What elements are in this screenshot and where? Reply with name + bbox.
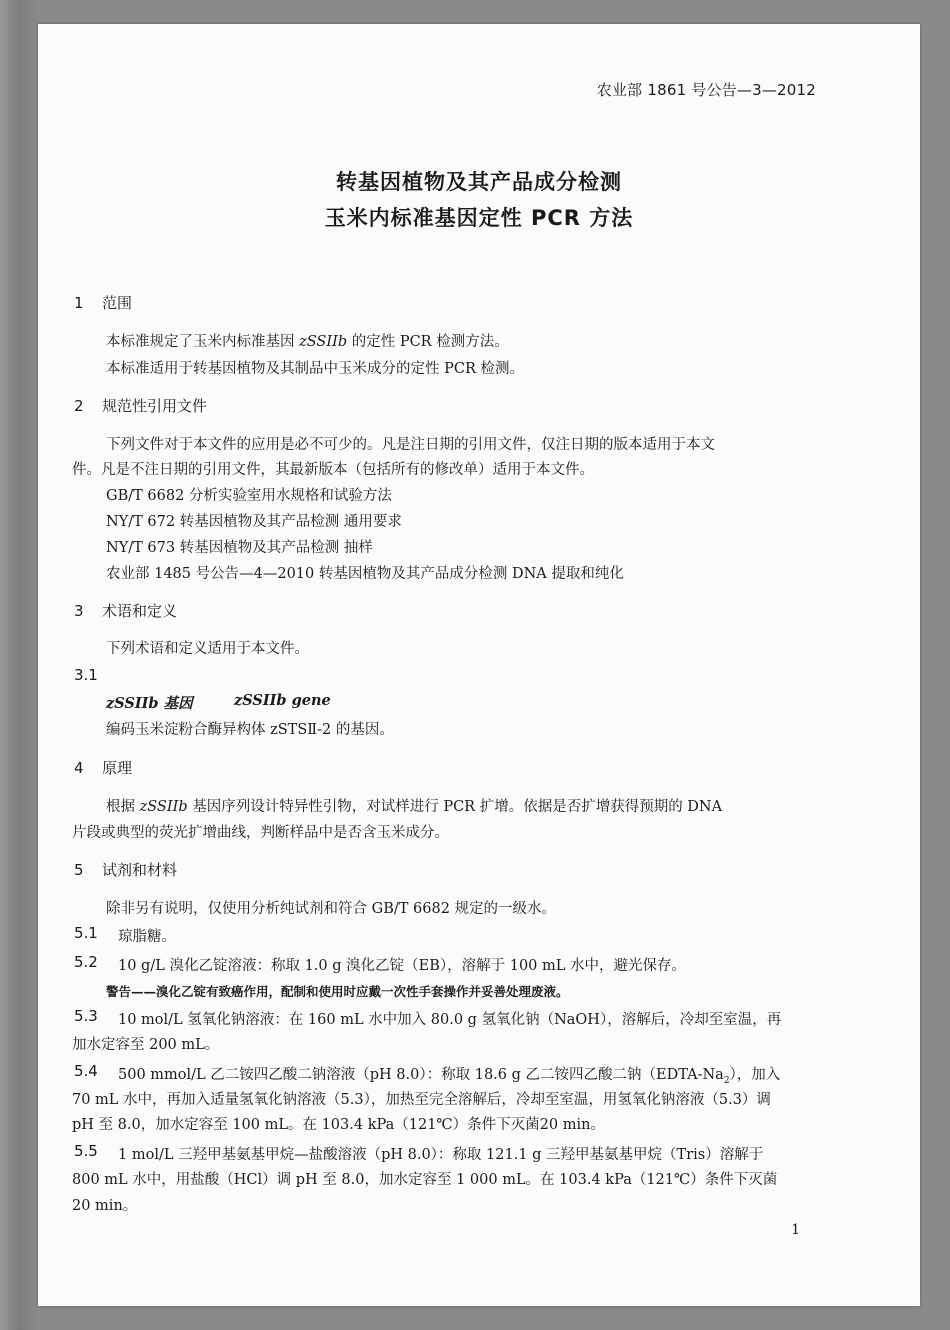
gene-name: zSSIIb — [299, 334, 348, 350]
document-number: 农业部 1861 号公告—3—2012 — [596, 81, 816, 99]
page-number: 1 — [791, 1222, 800, 1238]
reference-item: GB/T 6682 分析实验室用水规格和试验方法 — [106, 488, 392, 504]
section-2-number: 2 — [74, 397, 84, 415]
section-3-heading — [74, 600, 177, 621]
item-5-5-number: 5.5 — [74, 1142, 98, 1160]
reference-item: NY/T 672 转基因植物及其产品检测 通用要求 — [106, 514, 402, 530]
item-5-3-number: 5.3 — [74, 1007, 98, 1025]
item-5-5-line-1: 1 mol/L 三羟甲基氨基甲烷—盐酸溶液（pH 8.0）：称取 121.1 g 三羟甲基氨基甲烷（Tris）溶解于 — [118, 1147, 764, 1163]
term-definition: 编码玉米淀粉合酶异构体 zSTSⅡ-2 的基因。 — [106, 722, 394, 738]
gene-name: zSSIIb — [139, 799, 188, 815]
item-5-3-line-2: 加水定容至 200 mL。 — [72, 1037, 220, 1053]
item-5-4-line-1: 500 mmol/L 乙二铵四乙酸二钠溶液（pH 8.0）：称取 18.6 g 乙二铵四乙酸二钠$(EDTA-Na_2)$，加入 — [118, 1067, 781, 1086]
title-line-2: 玉米内标准基因定性 PCR 方法 — [324, 206, 634, 230]
reference-item: NY/T 673 转基因植物及其产品检测 抽样 — [106, 540, 373, 556]
section-3-paragraph: 下列术语和定义适用于本文件。 — [106, 641, 309, 657]
section-4-heading — [74, 757, 132, 778]
section-5-paragraph: 除非另有说明，仅使用分析纯试剂和符合 GB/T 6682 规定的一级水。 — [106, 901, 557, 917]
item-5-4-line-2: 70 mL 水中，再加入适量氢氧化钠溶液（5.3），加热至完全溶解后，冷却至室温，用氢氧化钠溶液（5.3）调 — [72, 1092, 771, 1108]
item-5-1-number: 5.1 — [74, 924, 98, 942]
section-1-paragraph-1: 本标准规定了玉米内标准基因 zSSIIb 的定性 PCR 检测方法。 — [106, 334, 509, 350]
section-2-heading — [74, 395, 207, 416]
section-1-heading — [74, 292, 132, 313]
item-5-4-number: 5.4 — [74, 1062, 98, 1080]
section-1-title: 范围 — [102, 294, 133, 312]
section-5-title: 试剂和材料 — [102, 861, 178, 879]
section-5-number: 5 — [74, 861, 84, 879]
section-1-number: 1 — [74, 294, 84, 312]
reference-item: 农业部 1485 号公告—4—2010 转基因植物及其产品成分检测 DNA 提取和纯化 — [106, 566, 624, 582]
item-5-5-line-2: 800 mL 水中，用盐酸（HCl）调 pH 至 8.0，加水定容至 1 000 mL。在 103.4 kPa（121℃）条件下灭菌 — [72, 1172, 778, 1188]
section-4-title: 原理 — [102, 759, 133, 777]
section-1-paragraph-2: 本标准适用于转基因植物及其制品中玉米成分的定性 PCR 检测。 — [106, 361, 524, 377]
section-5-heading — [74, 859, 177, 880]
section-2-title: 规范性引用文件 — [102, 397, 208, 415]
item-5-2-number: 5.2 — [74, 953, 98, 971]
item-5-4-line-3: pH 至 8.0，加水定容至 100 mL。在 103.4 kPa（121℃）条件下灭菌20 min。 — [72, 1117, 605, 1133]
section-4-paragraph-line-2: 片段或典型的荧光扩增曲线，判断样品中是否含玉米成分。 — [72, 825, 449, 841]
item-5-1-text: 琼脂糖。 — [118, 929, 176, 945]
term-cn: zSSIIb 基因 — [106, 695, 193, 712]
title-line-1: 转基因植物及其产品成分检测 — [336, 170, 622, 194]
section-2-paragraph-line-2: 件。凡是不注日期的引用文件，其最新版本（包括所有的修改单）适用于本文件。 — [72, 462, 594, 478]
item-5-3-line-1: 10 mol/L 氢氧化钠溶液：在 160 mL 水中加入 80.0 g 氢氧化钠（NaOH），溶解后，冷却至室温，再 — [118, 1012, 782, 1028]
section-3-number: 3 — [74, 602, 84, 620]
subsection-3-1-number: 3.1 — [74, 666, 98, 684]
term-en: zSSIIb gene — [234, 692, 331, 709]
warning-note: 警告——溴化乙锭有致癌作用，配制和使用时应戴一次性手套操作并妥善处理废液。 — [106, 984, 569, 999]
item-5-5-line-3: 20 min。 — [72, 1198, 138, 1214]
section-2-paragraph-line-1: 下列文件对于本文件的应用是必不可少的。凡是注日期的引用文件，仅注日期的版本适用于本文 — [106, 437, 715, 453]
document-page — [38, 24, 920, 1306]
section-3-title: 术语和定义 — [102, 602, 178, 620]
section-4-number: 4 — [74, 759, 84, 777]
section-4-paragraph-line-1: 根据 zSSIIb 基因序列设计特异性引物，对试样进行 PCR 扩增。依据是否扩增获得预期的 DNA — [106, 799, 723, 815]
item-5-2-text: 10 g/L 溴化乙锭溶液：称取 1.0 g 溴化乙锭（EB），溶解于 100 mL 水中，避光保存。 — [118, 958, 687, 974]
